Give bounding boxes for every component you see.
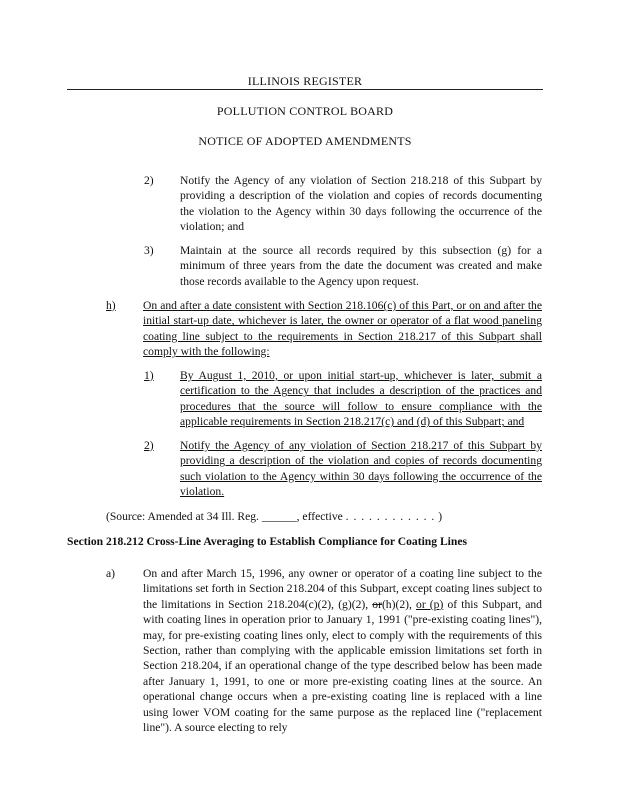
source-mid: , effective [296,510,346,523]
paragraph: Maintain at the source all records required by this subsection (g) for a minimum of three years from the date the document was created and make those records available to the Agency upon request. [180,244,542,288]
paragraph-text: of this Subpart, and with coating lines in operation prior to January 1, 1991 ("pre-existing coating lines"), may, for pre-existing coating lines only, elect to comply with the requirements of this Section, rather than complying with the applicable emission limitations set forth in Section 218.204, if an operational change of the type described below has been made after January 1, 1991, to one or more pre-existing coating lines at the source. An operational change occurs when a pre-existing coating line is replaced with a line using lower VOM coating for the same purpose as the replaced line ("replacement line"). A source electing to rely [143,597,542,735]
source-dots: . . . . . . . . . . . . [345,510,436,523]
inserted-paragraph: On and after a date consistent with Section 218.106(c) of this Part, or on and after the initial start-up date, whichever is later, the owner or operator of a flat wood paneling coating line subject to the requirements in Section 218.217 of this Subpart shall comply with the following: [143,299,542,359]
board-title: POLLUTION CONTROL BOARD [216,104,394,118]
source-blank: ______ [261,510,297,523]
source-prefix: (Source: Amended at 34 Ill. Reg. [106,510,262,523]
header-rule [67,89,543,90]
paragraph-text: (h)(2), [381,597,417,611]
item-number: 2) [144,174,154,187]
item-number: 2) [144,439,154,452]
inserted-paragraph: By August 1, 2010, or upon initial start-up, whichever is later, submit a certification to the Agency that includes a description of the practices and procedures that the source will follow to ensure compliance with the applicable requirements in Section 218.217(c) and (d) of this Subpart; and [180,369,542,429]
paragraph: Notify the Agency of any violation of Section 218.218 of this Subpart by providing a description of the violation and copies of records documenting the violation to the Agency within 30 days following the occurrence of the violation; and [180,174,542,234]
item-number: a) [106,567,116,580]
item-number: h) [106,299,116,312]
register-title: ILLINOIS REGISTER [247,74,363,88]
inserted-paragraph: Notify the Agency of any violation of Section 218.217 of this Subpart by providing a description of the violation and copies of records documenting such violation to the Agency within 30 days following the occurrence of the violation. [180,439,542,499]
section-paragraph [143,566,542,735]
notice-title: NOTICE OF ADOPTED AMENDMENTS [198,134,412,148]
stricken-text: or [372,597,382,611]
item-number: 1) [144,369,154,382]
section-heading: Section 218.212 Cross-Line Averaging to Establish Compliance for Coating Lines [67,535,468,548]
paragraph-text: On and after March 15, 1996, any owner or operator of a coating line subject to the limitations set forth in Section 218.204 of this Subpart, except coating lines subject to the limitations in Section 218.204(c)(2), (g)(2), [143,567,542,611]
source-suffix: ) [435,510,443,523]
inserted-text: or (p) [416,597,444,611]
item-number: 3) [144,244,154,257]
source-note [106,510,442,523]
